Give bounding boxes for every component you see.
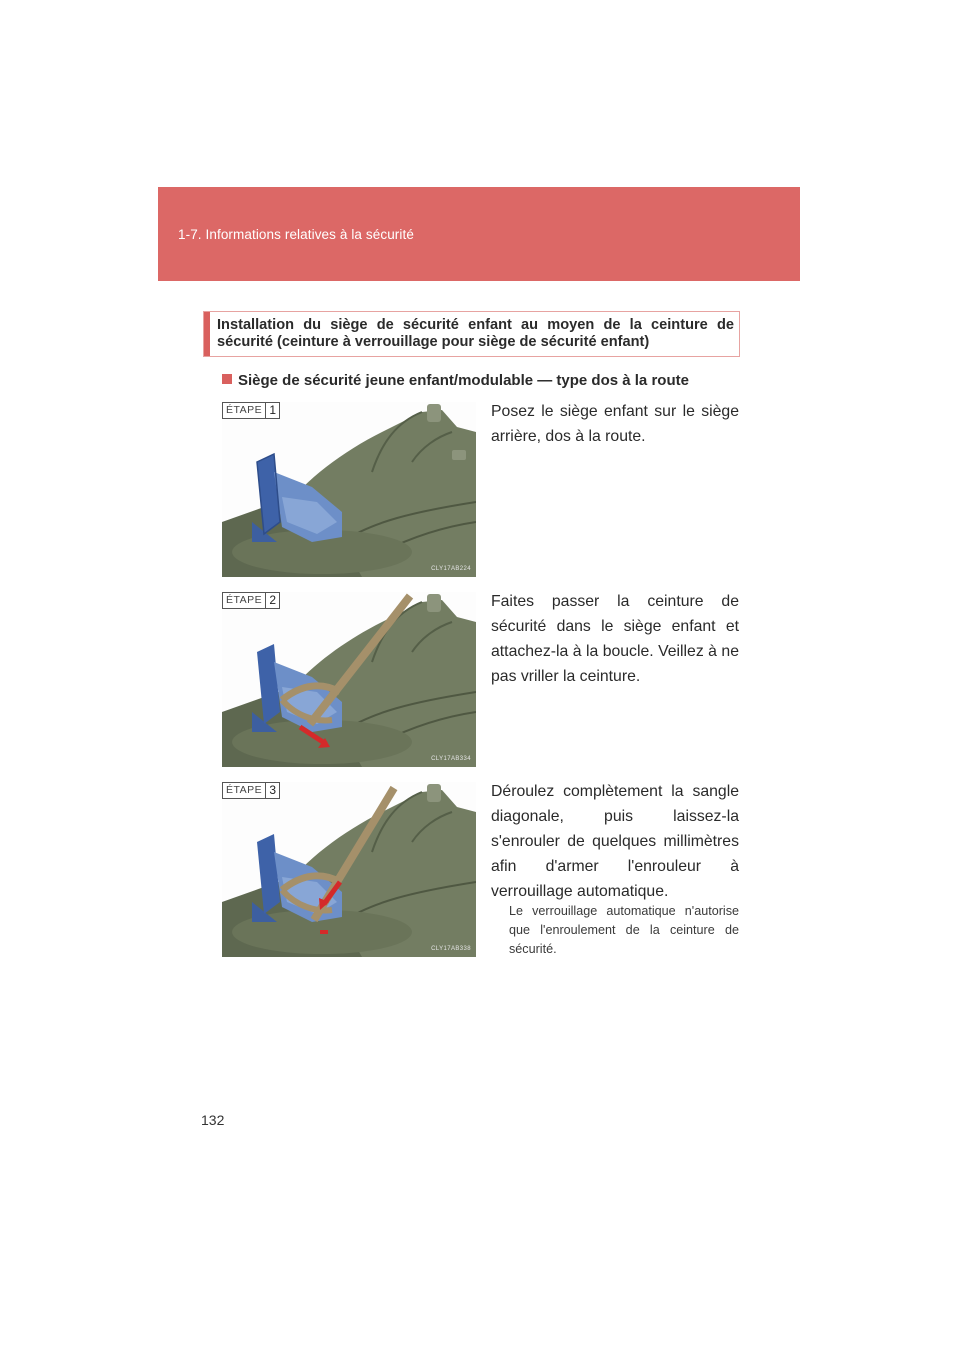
section-label: 1-7. Informations relatives à la sécurité [178, 227, 414, 242]
step-3-note: Le verrouillage automatique n'autorise que l'enroulement de la ceinture de sécurité. [509, 904, 739, 956]
step-label: ÉTAPE [222, 402, 266, 419]
step-3-badge [222, 782, 280, 799]
title-accent-bar [204, 312, 210, 356]
page-number: 132 [201, 1112, 225, 1128]
step-1-badge [222, 402, 280, 419]
step-1-illustration [222, 402, 476, 577]
step-3-text: Déroulez complètement la sangle diagonale, puis laissez-la s'enrouler de quelques millimètres afin d'armer l'enrouleur à verrouillage automatique. [491, 783, 739, 900]
subheading [222, 372, 742, 389]
step-number: 3 [266, 782, 280, 799]
step-2-text: Faites passer la ceinture de sécurité dans le siège enfant et attachez-la à la boucle. Veillez à ne pas vriller la ceinture. [491, 593, 739, 685]
step-label: ÉTAPE [222, 592, 266, 609]
step-2-badge [222, 592, 280, 609]
figure-code: CLY17AB338 [431, 946, 471, 952]
procedure-title: Installation du siège de sécurité enfant au moyen de la ceinture de sécurité (ceinture à verrouillage pour siège de sécurité enfant) [217, 317, 734, 350]
figure-code: CLY17AB224 [431, 566, 471, 572]
square-bullet-icon [222, 374, 232, 384]
step-1-text: Posez le siège enfant sur le siège arrière, dos à la route. [491, 403, 739, 445]
subheading-text: Siège de sécurité jeune enfant/modulable — type dos à la route [238, 372, 689, 389]
procedure-title-box [203, 311, 740, 357]
chapter-header-band [158, 187, 800, 281]
step-number: 1 [266, 402, 280, 419]
step-label: ÉTAPE [222, 782, 266, 799]
step-3-illustration [222, 782, 476, 957]
figure-code: CLY17AB334 [431, 756, 471, 762]
step-number: 2 [266, 592, 280, 609]
step-2-illustration [222, 592, 476, 767]
